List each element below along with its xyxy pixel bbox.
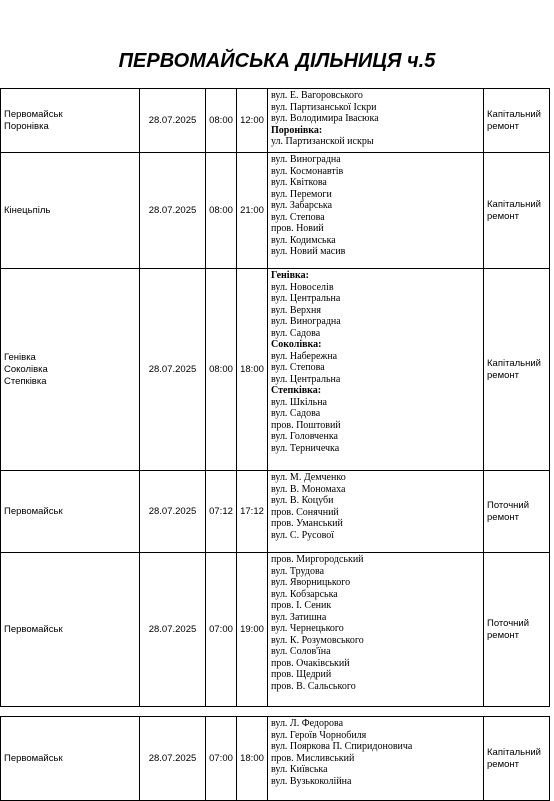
street-item: вул. Солов'їна xyxy=(271,646,480,658)
works-type: ремонт xyxy=(487,759,546,771)
street-item: пров. В. Сальського xyxy=(271,681,480,693)
street-item: вул. Яворницького xyxy=(271,577,480,589)
start-time-cell: 07:00 xyxy=(206,553,237,707)
street-item: вул. В. Мономаха xyxy=(271,484,480,496)
settlement-name: Степківка xyxy=(4,376,136,388)
street-item: пров. Мисливський xyxy=(271,753,480,765)
street-item: ул. Партизанской искры xyxy=(271,136,480,148)
table-edge xyxy=(550,153,554,269)
works-type-cell xyxy=(484,553,550,707)
street-item: вул. Пояркова П. Спиридоновича xyxy=(271,741,480,753)
street-item: вул. Виноградна xyxy=(271,316,480,328)
street-item: вул. Центральна xyxy=(271,374,480,386)
works-type-cell xyxy=(484,269,550,471)
date-cell: 28.07.2025 xyxy=(140,717,206,801)
street-item: пров. Уманський xyxy=(271,518,480,530)
street-item: вул. Володимира Івасюка xyxy=(271,113,480,125)
village-heading: Генівка: xyxy=(271,270,480,282)
streets-cell xyxy=(268,269,484,471)
street-item: вул. Київська xyxy=(271,764,480,776)
street-item: вул. Е. Вагоровського xyxy=(271,90,480,102)
table-row xyxy=(1,153,554,269)
works-type: Капітальний xyxy=(487,109,546,121)
street-item: вул. Центральна xyxy=(271,293,480,305)
street-item: вул. Кобзарська xyxy=(271,589,480,601)
settlement-name: Первомайськ xyxy=(4,753,136,765)
settlement-name: Соколівка xyxy=(4,364,136,376)
street-item: вул. М. Демченко xyxy=(271,472,480,484)
date-cell: 28.07.2025 xyxy=(140,471,206,553)
start-time-cell: 07:12 xyxy=(206,471,237,553)
settlement-cell xyxy=(1,269,140,471)
works-type: Поточний xyxy=(487,618,546,630)
streets-cell xyxy=(268,553,484,707)
street-item: вул. Виноградна xyxy=(271,154,480,166)
end-time-cell: 19:00 xyxy=(237,553,268,707)
date-cell: 28.07.2025 xyxy=(140,89,206,153)
settlement-cell xyxy=(1,153,140,269)
start-time-cell: 07:00 xyxy=(206,717,237,801)
streets-cell xyxy=(268,89,484,153)
street-item: вул. Шкільна xyxy=(271,397,480,409)
settlement-name: Первомайськ xyxy=(4,624,136,636)
table-row xyxy=(1,471,554,553)
end-time-cell: 12:00 xyxy=(237,89,268,153)
street-item: вул. Степова xyxy=(271,362,480,374)
street-item: пров. Щедрий xyxy=(271,669,480,681)
table-row xyxy=(1,553,554,707)
streets-cell xyxy=(268,153,484,269)
street-item: вул. С. Русової xyxy=(271,530,480,542)
street-item: вул. Забарська xyxy=(271,200,480,212)
settlement-name: Кінецьпіль xyxy=(4,205,136,217)
works-type: ремонт xyxy=(487,211,546,223)
table-edge xyxy=(550,89,554,153)
street-item: вул. Новий масив xyxy=(271,246,480,258)
end-time-cell: 17:12 xyxy=(237,471,268,553)
start-time-cell: 08:00 xyxy=(206,269,237,471)
street-item: вул. Верхня xyxy=(271,305,480,317)
settlement-cell xyxy=(1,717,140,801)
street-item: пров. І. Сеник xyxy=(271,600,480,612)
street-item: пров. Новий xyxy=(271,223,480,235)
table-row xyxy=(1,717,554,801)
settlement-cell xyxy=(1,553,140,707)
works-type: ремонт xyxy=(487,512,546,524)
table-row xyxy=(1,269,554,471)
street-item: вул. Головченка xyxy=(271,431,480,443)
table-row xyxy=(1,89,554,153)
village-heading: Степківка: xyxy=(271,385,480,397)
works-type: ремонт xyxy=(487,121,546,133)
end-time-cell: 18:00 xyxy=(237,717,268,801)
works-type-cell xyxy=(484,717,550,801)
street-item: вул. Космонавтів xyxy=(271,166,480,178)
works-type-cell xyxy=(484,153,550,269)
works-type-cell xyxy=(484,89,550,153)
date-cell: 28.07.2025 xyxy=(140,153,206,269)
street-item: вул. Новоселів xyxy=(271,282,480,294)
settlement-name: Первомайськ xyxy=(4,109,136,121)
works-type-cell xyxy=(484,471,550,553)
street-item: вул. В. Коцуби xyxy=(271,495,480,507)
settlement-name: Поронівка xyxy=(4,121,136,133)
end-time-cell: 21:00 xyxy=(237,153,268,269)
street-item: вул. Перемоги xyxy=(271,189,480,201)
streets-cell xyxy=(268,471,484,553)
street-item: вул. Героїв Чорнобиля xyxy=(271,730,480,742)
settlement-cell xyxy=(1,471,140,553)
street-item: вул. Терничечка xyxy=(271,443,480,455)
street-item: пров. Очаківський xyxy=(271,658,480,670)
table-edge xyxy=(550,553,554,707)
street-item: вул. Набережна xyxy=(271,351,480,363)
street-item: пров. Поштовий xyxy=(271,420,480,432)
village-heading: Соколівка: xyxy=(271,339,480,351)
street-item: вул. Трудова xyxy=(271,566,480,578)
street-item: пров. Миргородський xyxy=(271,554,480,566)
date-cell: 28.07.2025 xyxy=(140,553,206,707)
street-item: вул. Затишна xyxy=(271,612,480,624)
outage-table xyxy=(0,88,554,707)
street-item: вул. Степова xyxy=(271,212,480,224)
settlement-name: Генівка xyxy=(4,352,136,364)
works-type: ремонт xyxy=(487,630,546,642)
table-edge xyxy=(550,269,554,471)
street-item: вул. Садова xyxy=(271,328,480,340)
works-type: ремонт xyxy=(487,370,546,382)
street-item: вул. Л. Федорова xyxy=(271,718,480,730)
table-edge xyxy=(550,717,554,801)
village-heading: Поронівка: xyxy=(271,125,480,137)
street-item: пров. Сонячний xyxy=(271,507,480,519)
works-type: Капітальний xyxy=(487,747,546,759)
works-type: Капітальний xyxy=(487,358,546,370)
street-item: вул. Квіткова xyxy=(271,177,480,189)
street-item: вул. Вузькоколійна xyxy=(271,776,480,788)
street-item: вул. Чернецького xyxy=(271,623,480,635)
works-type: Поточний xyxy=(487,500,546,512)
settlement-name: Первомайськ xyxy=(4,506,136,518)
outage-table xyxy=(0,716,554,801)
start-time-cell: 08:00 xyxy=(206,153,237,269)
settlement-cell xyxy=(1,89,140,153)
date-cell: 28.07.2025 xyxy=(140,269,206,471)
street-item: вул. К. Розумовського xyxy=(271,635,480,647)
street-item: вул. Партизанської Іскри xyxy=(271,102,480,114)
end-time-cell: 18:00 xyxy=(237,269,268,471)
street-item: вул. Кодимська xyxy=(271,235,480,247)
street-item: вул. Садова xyxy=(271,408,480,420)
start-time-cell: 08:00 xyxy=(206,89,237,153)
works-type: Капітальний xyxy=(487,199,546,211)
page-title: ПЕРВОМАЙСЬКА ДІЛЬНИЦЯ ч.5 xyxy=(0,50,554,73)
table-edge xyxy=(550,471,554,553)
streets-cell xyxy=(268,717,484,801)
